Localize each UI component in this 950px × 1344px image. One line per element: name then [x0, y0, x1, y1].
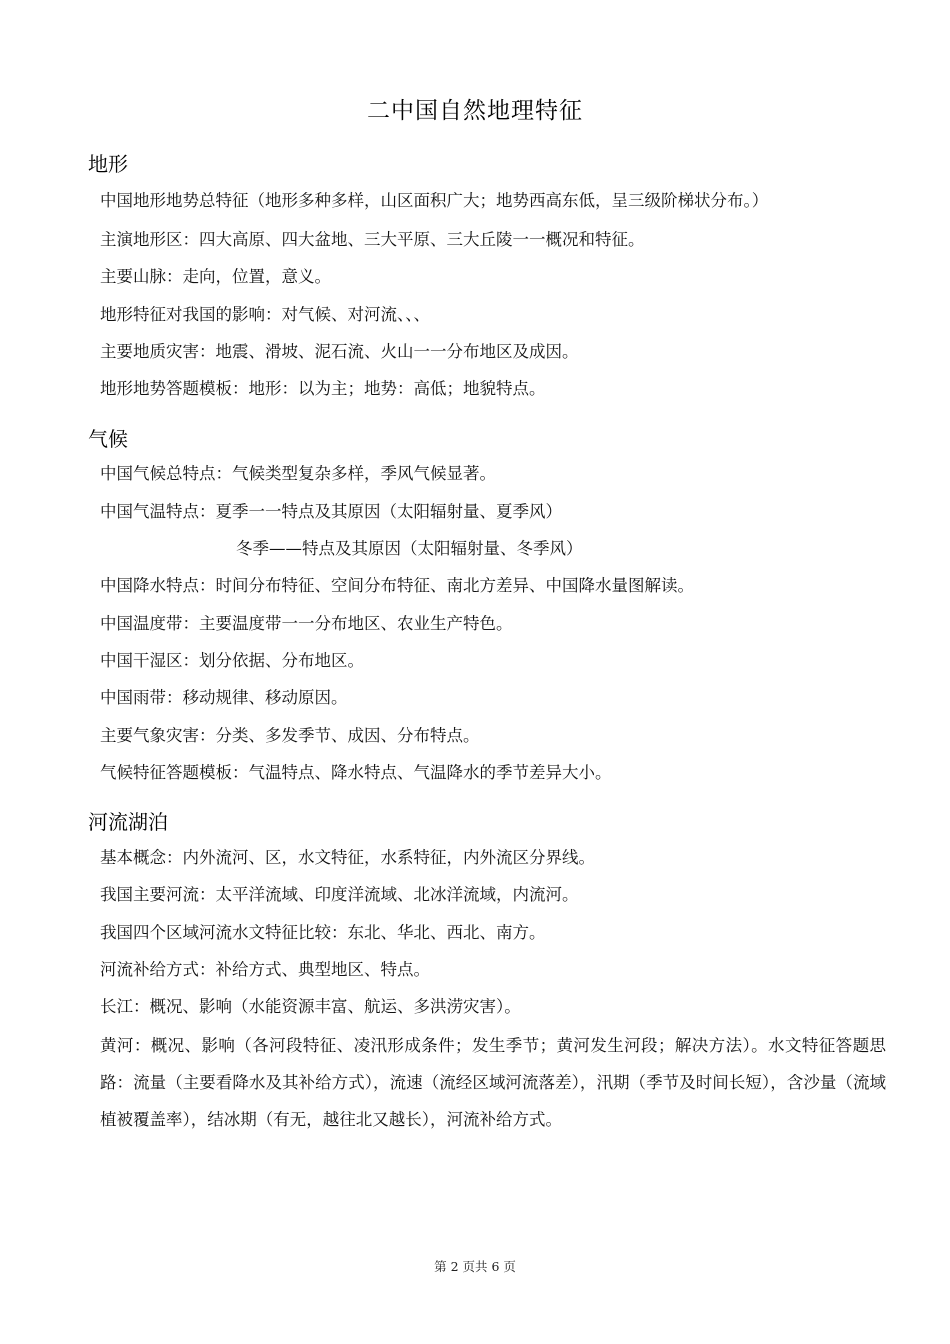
page-footer-number: 第 2 页共 6 页: [434, 1259, 516, 1274]
section-heading-rivers-lakes: 河流湖泊: [88, 810, 168, 834]
climate-line-9: 气候特征答题模板：气温特点、降水特点、气温降水的季节差异大小。: [100, 763, 612, 782]
climate-line-4: 中国降水特点：时间分布特征、空间分布特征、南北方差异、中国降水量图解读。: [100, 576, 694, 595]
terrain-line-2: 主演地形区：四大高原、四大盆地、三大平原、三大丘陵一一概况和特征。: [100, 230, 645, 249]
rivers-line-1: 基本概念：内外流河、区，水文特征，水系特征，内外流区分界线。: [100, 848, 595, 867]
terrain-line-4: 地形特征对我国的影响：对气候、对河流、、、: [100, 305, 430, 324]
terrain-line-1: 中国地形地势总特征（地形多种多样，山区面积广大；地势西高东低，呈三级阶梯状分布。）: [100, 191, 769, 210]
terrain-line-6: 地形地势答题模板：地形：以为主；地势：高低；地貌特点。: [100, 379, 546, 398]
climate-line-1: 中国气候总特点：气候类型复杂多样，季风气候显著。: [100, 464, 496, 483]
rivers-line-2: 我国主要河流：太平洋流域、印度洋流域、北冰洋流域，内流河。: [100, 885, 579, 904]
terrain-line-5: 主要地质灾害：地震、滑坡、泥石流、火山一一分布地区及成因。: [100, 342, 579, 361]
climate-line-6: 中国干湿区：划分依据、分布地区。: [100, 651, 364, 670]
rivers-line-5: 长江：概况、影响（水能资源丰富、航运、多洪涝灾害）。: [100, 997, 521, 1016]
rivers-line-3: 我国四个区域河流水文特征比较：东北、华北、西北、南方。: [100, 923, 546, 942]
climate-line-5: 中国温度带：主要温度带一一分布地区、农业生产特色。: [100, 614, 513, 633]
rivers-line-4: 河流补给方式：补给方式、典型地区、特点。: [100, 960, 430, 979]
climate-line-2: 中国气温特点：夏季一一特点及其原因（太阳辐射量、夏季风）: [100, 502, 562, 521]
rivers-paragraph-yellow-river: 黄河：概况、影响（各河段特征、凌汛形成条件；发生季节；黄河发生河段；解决方法）。水文特征答题思路：流量（主要看降水及其补给方式），流速（流经区域河流落差），汛期（季节及时间长短），含沙量（流域植被覆盖率），结冰期（有无，越往北又越长），河流补给方式。: [100, 1036, 886, 1129]
climate-line-3: 冬季——特点及其原因（太阳辐射量、冬季风）: [236, 539, 583, 558]
section-heading-climate: 气候: [88, 427, 128, 451]
section-heading-terrain: 地形: [88, 152, 128, 176]
climate-line-7: 中国雨带：移动规律、移动原因。: [100, 688, 348, 707]
page-title: 二中国自然地理特征: [367, 98, 583, 124]
climate-line-8: 主要气象灾害：分类、多发季节、成因、分布特点。: [100, 726, 480, 745]
terrain-line-3: 主要山脉：走向，位置，意义。: [100, 267, 331, 286]
